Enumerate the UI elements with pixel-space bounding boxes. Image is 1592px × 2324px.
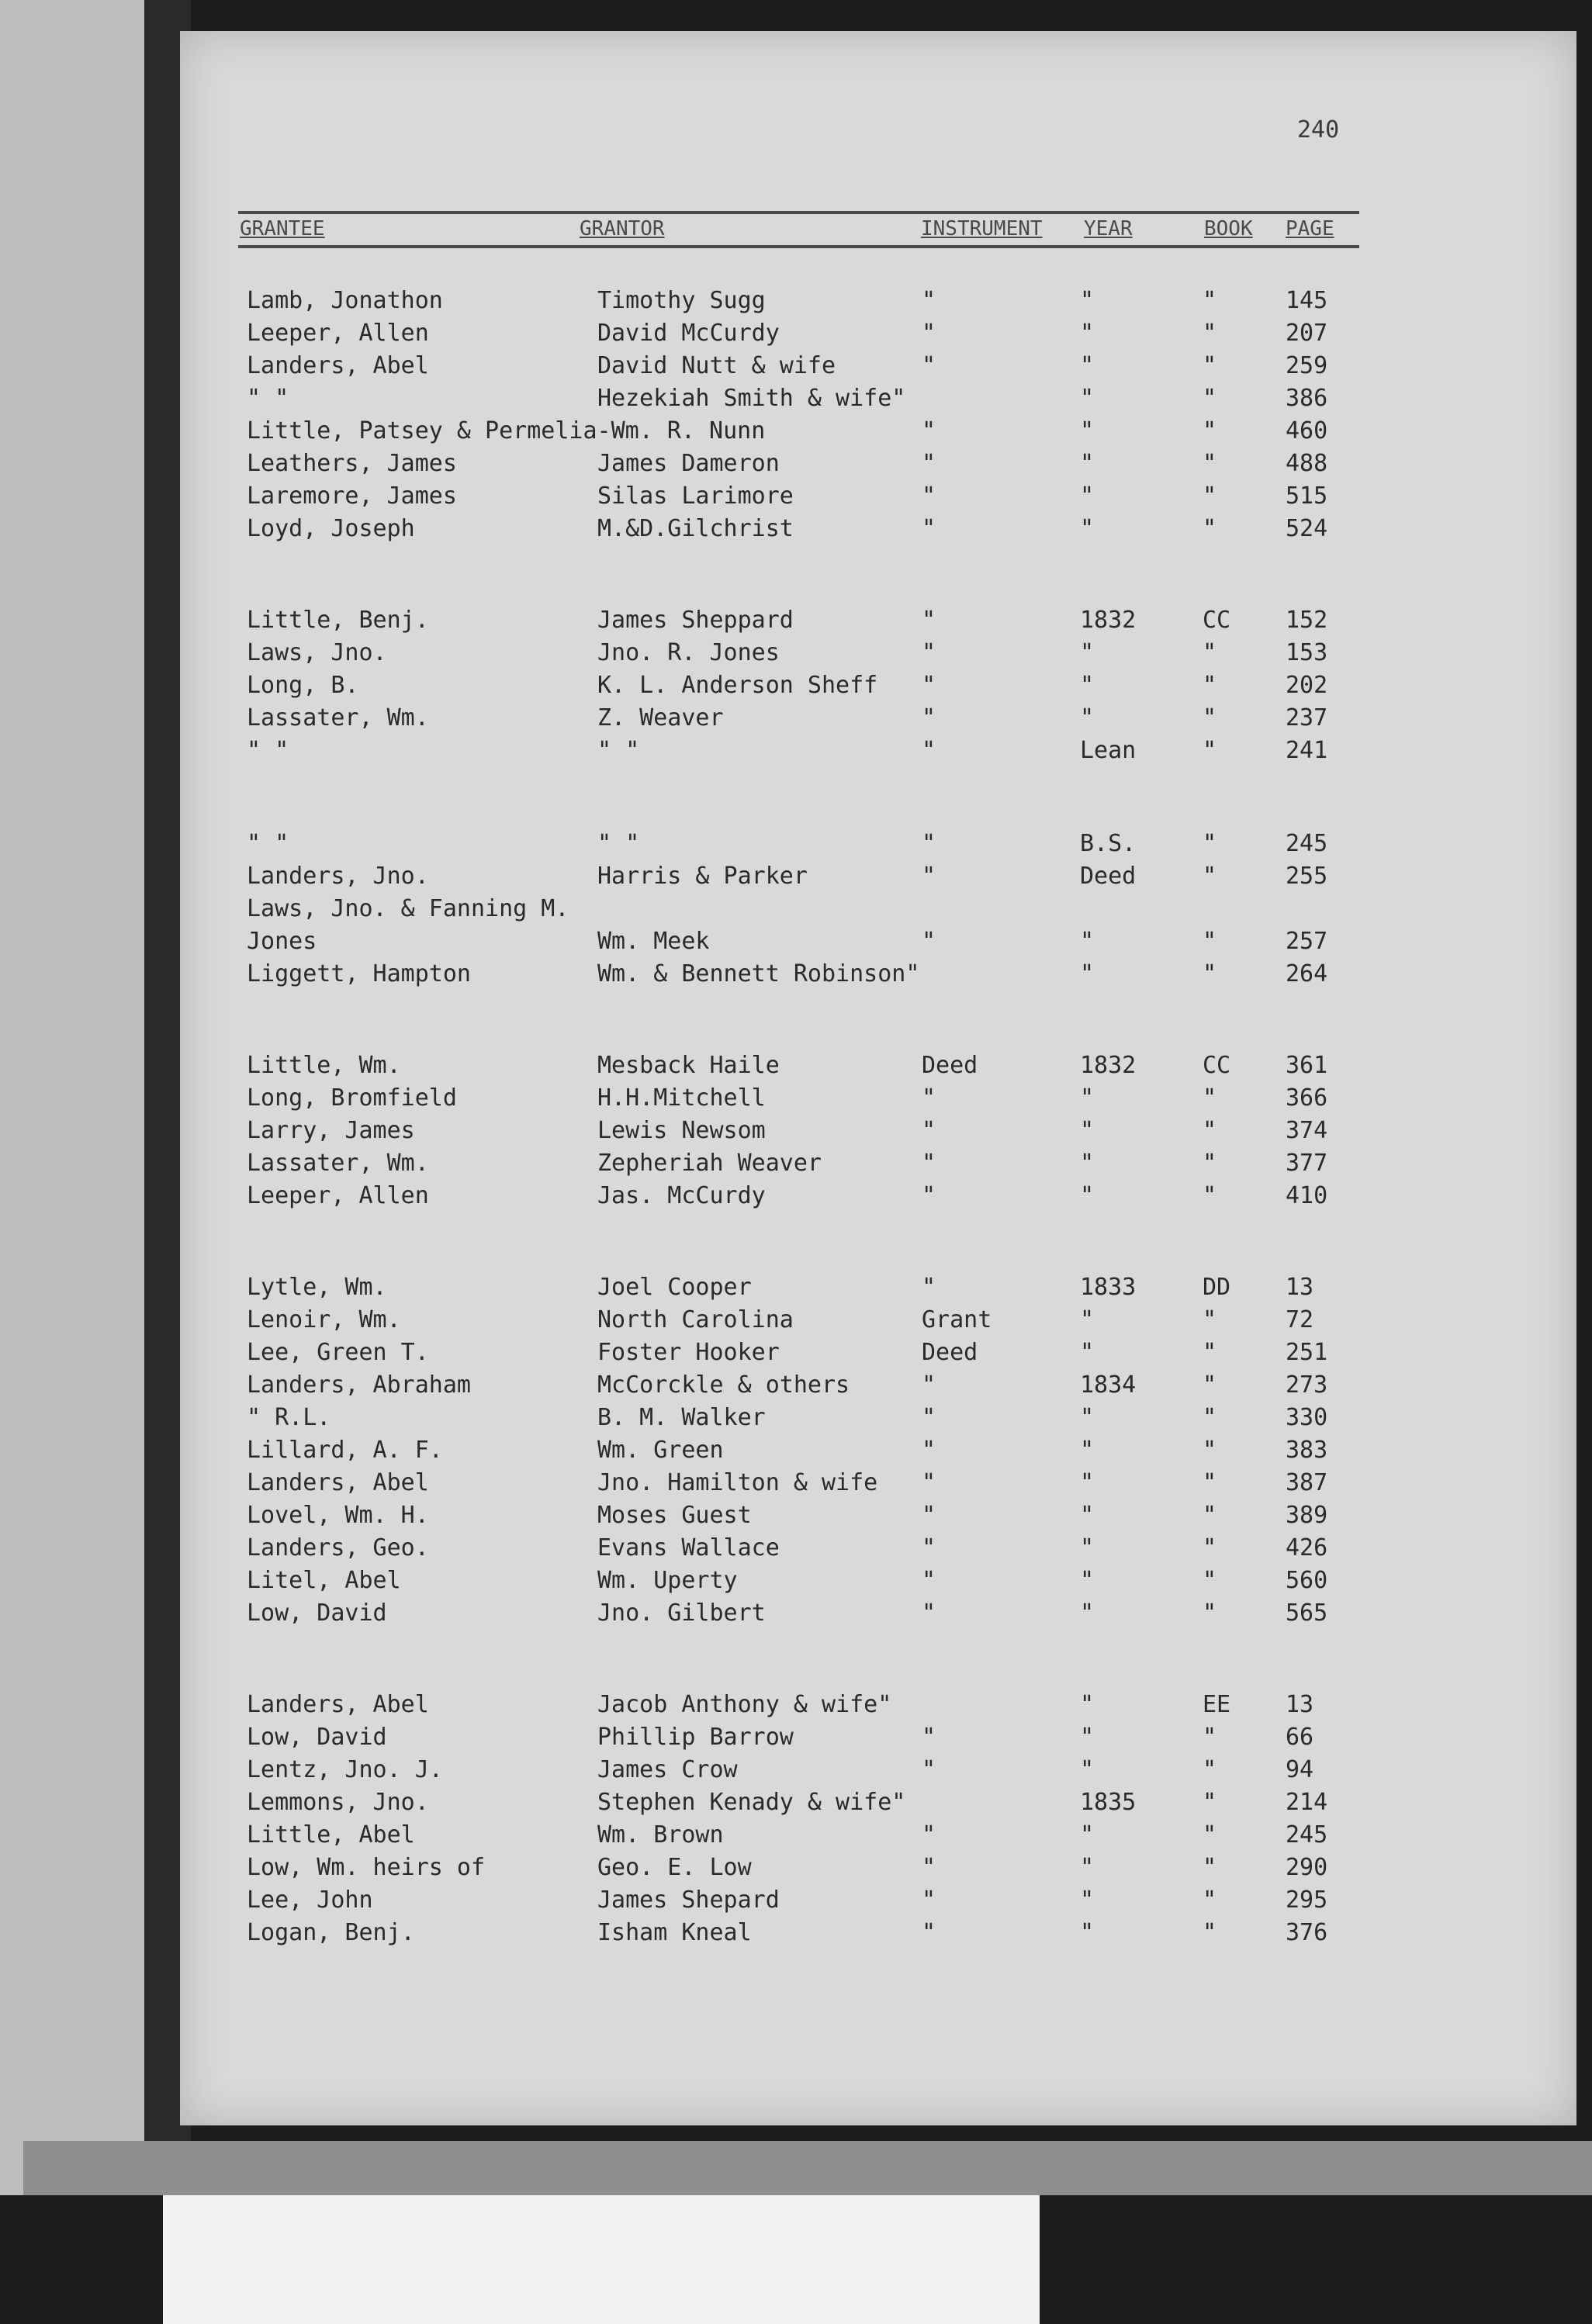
cell-grantee: Long, Bromfield [247,1084,457,1112]
cell-grantee: Little, Abel [247,1821,415,1848]
ledger-row [180,928,1576,959]
ledger-row [180,895,1576,926]
cell-grantor: Zepheriah Weaver [597,1150,822,1177]
cell-grantor: B. M. Walker [597,1404,766,1431]
cell-instrument: Grant [922,1306,992,1333]
cell-instrument: " [922,863,936,890]
cell-year: " [1080,352,1095,379]
cell-book: " [1203,1306,1217,1333]
column-header-row [238,211,1359,248]
cell-year: B.S. [1080,830,1137,857]
cell-grantee: Logan, Benj. [247,1919,415,1946]
ledger-row [180,737,1576,768]
cell-year: " [1080,1117,1095,1144]
cell-year: " [1080,1724,1095,1751]
cell-year: " [1080,515,1095,542]
ledger-row [180,639,1576,670]
cell-grantor: " " [597,830,640,857]
cell-grantor: James Sheppard [597,607,794,634]
cell-year: " [1080,1854,1095,1881]
ledger-row [180,1854,1576,1885]
cell-book: " [1203,1182,1217,1209]
cell-year: " [1080,672,1095,699]
ledger-row [180,1567,1576,1598]
ledger-row [180,672,1576,703]
cell-instrument: " [922,1117,936,1144]
cell-instrument: " [922,830,936,857]
cell-year: " [1080,1691,1095,1718]
cell-instrument: " [922,1371,936,1399]
ledger-row [180,1404,1576,1435]
cell-grantor: Wm. Brown [597,1821,724,1848]
cell-year: " [1080,385,1095,412]
cell-grantee: Low, David [247,1724,387,1751]
cell-grantor: " " [597,737,640,764]
cell-grantor: Phillip Barrow [597,1724,794,1751]
ledger-row [180,1756,1576,1787]
ledger-row [180,1789,1576,1820]
cell-grantee: Low, Wm. heirs of [247,1854,486,1881]
cell-page: 255 [1286,863,1328,890]
cell-instrument: " [922,1274,936,1301]
ledger-row [180,1919,1576,1950]
cell-book: " [1203,1887,1217,1914]
cell-page: 237 [1286,704,1328,731]
cell-instrument: " [922,1469,936,1496]
cell-year: 1833 [1080,1274,1137,1301]
ledger-row [180,1052,1576,1083]
cell-grantor: James Shepard [597,1887,780,1914]
ledger-row [180,1534,1576,1565]
ledger-row [180,1084,1576,1115]
cell-page: 72 [1286,1306,1314,1333]
cell-page: 524 [1286,515,1328,542]
cell-grantee: Long, B. [247,672,359,699]
cell-book: " [1203,1724,1217,1751]
cell-page: 295 [1286,1887,1328,1914]
cell-page: 214 [1286,1789,1328,1816]
cell-instrument: " [922,1084,936,1112]
cell-year: 1832 [1080,1052,1137,1079]
cell-book: " [1203,1567,1217,1594]
cell-grantor: James Dameron [597,450,780,477]
cell-page: 565 [1286,1599,1328,1627]
ledger-row [180,352,1576,383]
ledger-row [180,1821,1576,1852]
cell-page: 460 [1286,417,1328,444]
ledger-row [180,482,1576,514]
cell-year: " [1080,417,1095,444]
ledger-row [180,1887,1576,1918]
cell-instrument: " [922,1724,936,1751]
cell-book: " [1203,417,1217,444]
cell-page: 145 [1286,287,1328,314]
cell-grantor: North Carolina [597,1306,794,1333]
cell-grantee: " " [247,737,289,764]
cell-page: 13 [1286,1691,1314,1718]
cell-year: " [1080,1502,1095,1529]
page-number: 240 [1297,116,1340,144]
cell-year: " [1080,1919,1095,1946]
cell-book: " [1203,737,1217,764]
header-grantee: GRANTEE [240,217,325,240]
ledger-row [180,1437,1576,1468]
cell-page: 426 [1286,1534,1328,1561]
ledger-row [180,960,1576,991]
cell-page: 377 [1286,1150,1328,1177]
cell-book: " [1203,863,1217,890]
ledger-row [180,1724,1576,1755]
cell-instrument: " [922,1437,936,1464]
cell-page: 410 [1286,1182,1328,1209]
ledger-row [180,320,1576,351]
cell-page: 66 [1286,1724,1314,1751]
scanner-edge [23,2141,1592,2195]
cell-book: " [1203,1084,1217,1112]
cell-book: " [1203,1789,1217,1816]
ledger-row [180,1182,1576,1213]
cell-grantee: Jones [247,928,317,955]
cell-year: " [1080,928,1095,955]
ledger-row [180,863,1576,894]
cell-page: 202 [1286,672,1328,699]
cell-instrument: " [922,928,936,955]
cell-grantee: Litel, Abel [247,1567,401,1594]
cell-grantor: McCorckle & others [597,1371,850,1399]
cell-grantor: Harris & Parker [597,863,808,890]
ledger-row [180,1691,1576,1722]
cell-year: Deed [1080,863,1137,890]
cell-year: 1835 [1080,1789,1137,1816]
cell-page: 560 [1286,1567,1328,1594]
cell-year: " [1080,704,1095,731]
cell-instrument: " [922,1534,936,1561]
cell-grantee: Laws, Jno. [247,639,387,666]
cell-page: 245 [1286,1821,1328,1848]
cell-grantee: Lentz, Jno. J. [247,1756,443,1783]
cell-grantor: David McCurdy [597,320,780,347]
cell-grantee: Lassater, Wm. [247,1150,429,1177]
cell-grantor: Jno. R. Jones [597,639,780,666]
cell-book: " [1203,1821,1217,1848]
cell-year: " [1080,1339,1095,1366]
ledger-row [180,1274,1576,1305]
cell-grantee: Landers, Abel [247,1469,429,1496]
cell-grantee: " " [247,830,289,857]
cell-instrument: " [922,1919,936,1946]
cell-book: " [1203,672,1217,699]
cell-instrument: " [922,1502,936,1529]
cell-instrument: " [922,482,936,510]
cell-page: 488 [1286,450,1328,477]
cell-book: " [1203,1469,1217,1496]
cell-grantee: Low, David [247,1599,387,1627]
cell-grantor: Wm. Meek [597,928,710,955]
cell-instrument: " [922,287,936,314]
cell-grantor: Lewis Newsom [597,1117,766,1144]
cell-grantee: Lemmons, Jno. [247,1789,429,1816]
cell-page: 290 [1286,1854,1328,1881]
cell-grantee: Lamb, Jonathon [247,287,443,314]
ledger-row [180,704,1576,735]
ledger-row [180,287,1576,318]
cell-instrument: " [922,1567,936,1594]
header-book: BOOK [1204,217,1253,240]
cell-instrument: " [922,607,936,634]
ledger-row [180,1150,1576,1181]
header-year: YEAR [1084,217,1133,240]
cell-instrument: " [922,320,936,347]
cell-grantor: Mesback Haile [597,1052,780,1079]
cell-book: " [1203,1756,1217,1783]
cell-grantee: Lassater, Wm. [247,704,429,731]
cell-instrument: " [922,1182,936,1209]
cell-year: " [1080,1084,1095,1112]
cell-grantee: Little, Benj. [247,607,429,634]
cell-grantee: Little, Wm. [247,1052,401,1079]
cell-instrument: " [922,1756,936,1783]
cell-book: " [1203,385,1217,412]
cell-page: 241 [1286,737,1328,764]
cell-year: " [1080,1567,1095,1594]
ledger-row [180,385,1576,416]
cell-year: " [1080,1821,1095,1848]
cell-page: 387 [1286,1469,1328,1496]
cell-year: " [1080,639,1095,666]
cell-book: " [1203,1437,1217,1464]
cell-grantor: Wm. Uperty [597,1567,738,1594]
cell-grantee: Landers, Abel [247,1691,429,1718]
cell-instrument: " [922,1887,936,1914]
cell-grantor: Jacob Anthony & wife" [597,1691,892,1718]
cell-grantor: James Crow [597,1756,738,1783]
cell-grantee: " " [247,385,289,412]
cell-book: " [1203,515,1217,542]
cell-grantee: Larry, James [247,1117,415,1144]
cell-grantee: Laremore, James [247,482,457,510]
cell-instrument: " [922,1854,936,1881]
cell-grantor: Jas. McCurdy [597,1182,766,1209]
cell-instrument: " [922,515,936,542]
cell-book: " [1203,639,1217,666]
cell-page: 257 [1286,928,1328,955]
cell-instrument: " [922,672,936,699]
cell-year: " [1080,482,1095,510]
cell-book: " [1203,482,1217,510]
cell-grantor: Stephen Kenady & wife" [597,1789,906,1816]
cell-grantee: Liggett, Hampton [247,960,471,987]
ledger-row [180,1502,1576,1533]
cell-grantee: Landers, Jno. [247,863,429,890]
cell-page: 94 [1286,1756,1314,1783]
cell-book: " [1203,1404,1217,1431]
facing-page [0,0,144,2195]
cell-page: 515 [1286,482,1328,510]
cell-book: " [1203,704,1217,731]
cell-year: " [1080,1756,1095,1783]
header-instrument: INSTRUMENT [921,217,1043,240]
cell-page: 13 [1286,1274,1314,1301]
cell-year: 1834 [1080,1371,1137,1399]
cell-grantee: Laws, Jno. & Fanning M. [247,895,569,922]
ledger-row [180,607,1576,638]
cell-grantee: Landers, Geo. [247,1534,429,1561]
cell-page: 264 [1286,960,1328,987]
cell-grantor: Wm. & Bennett Robinson" [597,960,920,987]
cell-instrument: " [922,417,936,444]
cell-book: CC [1203,607,1231,634]
ledger-row [180,830,1576,861]
cell-book: " [1203,1339,1217,1366]
cell-page: 152 [1286,607,1328,634]
cell-book: " [1203,1919,1217,1946]
cell-year: " [1080,1534,1095,1561]
cell-grantee: Lee, Green T. [247,1339,429,1366]
cell-year: " [1080,960,1095,987]
cell-grantor: Timothy Sugg [597,287,766,314]
ledger-row [180,1117,1576,1148]
cell-instrument: " [922,1150,936,1177]
cell-page: 386 [1286,385,1328,412]
cell-book: " [1203,960,1217,987]
cell-grantor: Geo. E. Low [597,1854,752,1881]
cell-year: " [1080,1306,1095,1333]
cell-instrument: " [922,737,936,764]
cell-grantor: Silas Larimore [597,482,794,510]
cell-grantor: David Nutt & wife [597,352,836,379]
cell-year: " [1080,450,1095,477]
cell-grantee: Lovel, Wm. H. [247,1502,429,1529]
cell-instrument: " [922,352,936,379]
cell-grantee: Lytle, Wm. [247,1274,387,1301]
cell-grantee: " R.L. [247,1404,331,1431]
cell-grantor: K. L. Anderson Sheff [597,672,878,699]
cell-grantor: H.H.Mitchell [597,1084,766,1112]
cell-year: " [1080,1182,1095,1209]
cell-grantor: Jno. Hamilton & wife [597,1469,878,1496]
cell-year: 1832 [1080,607,1137,634]
cell-book: DD [1203,1274,1231,1301]
cell-page: 366 [1286,1084,1328,1112]
cell-page: 330 [1286,1404,1328,1431]
ledger-row [180,1306,1576,1337]
ledger-row [180,417,1576,448]
cell-year: Lean [1080,737,1137,764]
scanner-bed [163,2195,1040,2324]
header-page: PAGE [1286,217,1334,240]
cell-grantee: Lee, John [247,1887,373,1914]
cell-page: 389 [1286,1502,1328,1529]
cell-grantee: Leeper, Allen [247,1182,429,1209]
cell-grantee: Little, Patsey & Permelia-Wm. R. Nunn [247,417,766,444]
cell-grantee: Landers, Abel [247,352,429,379]
cell-page: 383 [1286,1437,1328,1464]
cell-page: 259 [1286,352,1328,379]
cell-grantor: M.&D.Gilchrist [597,515,794,542]
cell-grantor: Hezekiah Smith & wife" [597,385,906,412]
cell-page: 376 [1286,1919,1328,1946]
cell-book: " [1203,1117,1217,1144]
cell-page: 207 [1286,320,1328,347]
cell-page: 153 [1286,639,1328,666]
cell-instrument: " [922,1821,936,1848]
cell-book: " [1203,830,1217,857]
cell-book: " [1203,1150,1217,1177]
cell-book: " [1203,450,1217,477]
cell-grantor: Jno. Gilbert [597,1599,766,1627]
cell-grantor: Foster Hooker [597,1339,780,1366]
cell-year: " [1080,1599,1095,1627]
cell-instrument: " [922,1404,936,1431]
cell-grantee: Lillard, A. F. [247,1437,443,1464]
ledger-row [180,450,1576,481]
ledger-row [180,1339,1576,1370]
ledger-row [180,1599,1576,1631]
cell-grantor: Z. Weaver [597,704,724,731]
cell-instrument: " [922,450,936,477]
cell-year: " [1080,1887,1095,1914]
cell-page: 251 [1286,1339,1328,1366]
cell-grantee: Lenoir, Wm. [247,1306,401,1333]
cell-book: " [1203,287,1217,314]
cell-page: 273 [1286,1371,1328,1399]
cell-year: " [1080,1469,1095,1496]
cell-book: " [1203,1502,1217,1529]
cell-grantor: Evans Wallace [597,1534,780,1561]
cell-page: 374 [1286,1117,1328,1144]
cell-book: " [1203,352,1217,379]
cell-grantee: Leathers, James [247,450,457,477]
cell-page: 361 [1286,1052,1328,1079]
cell-book: " [1203,1371,1217,1399]
cell-book: CC [1203,1052,1231,1079]
ledger-page [180,31,1576,2125]
cell-instrument: Deed [922,1339,978,1366]
cell-grantor: Joel Cooper [597,1274,752,1301]
cell-grantor: Isham Kneal [597,1919,752,1946]
cell-book: " [1203,1534,1217,1561]
cell-book: " [1203,928,1217,955]
cell-grantor: Wm. Green [597,1437,724,1464]
cell-grantee: Leeper, Allen [247,320,429,347]
cell-year: " [1080,1150,1095,1177]
cell-grantor: Moses Guest [597,1502,752,1529]
cell-book: " [1203,1854,1217,1881]
cell-book: " [1203,1599,1217,1627]
header-grantor: GRANTOR [580,217,665,240]
cell-instrument: " [922,1599,936,1627]
cell-book: EE [1203,1691,1231,1718]
ledger-row [180,1371,1576,1402]
ledger-row [180,515,1576,546]
cell-page: 245 [1286,830,1328,857]
cell-year: " [1080,287,1095,314]
cell-book: " [1203,320,1217,347]
cell-instrument: " [922,704,936,731]
ledger-row [180,1469,1576,1500]
cell-instrument: " [922,639,936,666]
cell-year: " [1080,1404,1095,1431]
cell-year: " [1080,320,1095,347]
cell-grantee: Landers, Abraham [247,1371,471,1399]
cell-year: " [1080,1437,1095,1464]
cell-grantee: Loyd, Joseph [247,515,415,542]
cell-instrument: Deed [922,1052,978,1079]
